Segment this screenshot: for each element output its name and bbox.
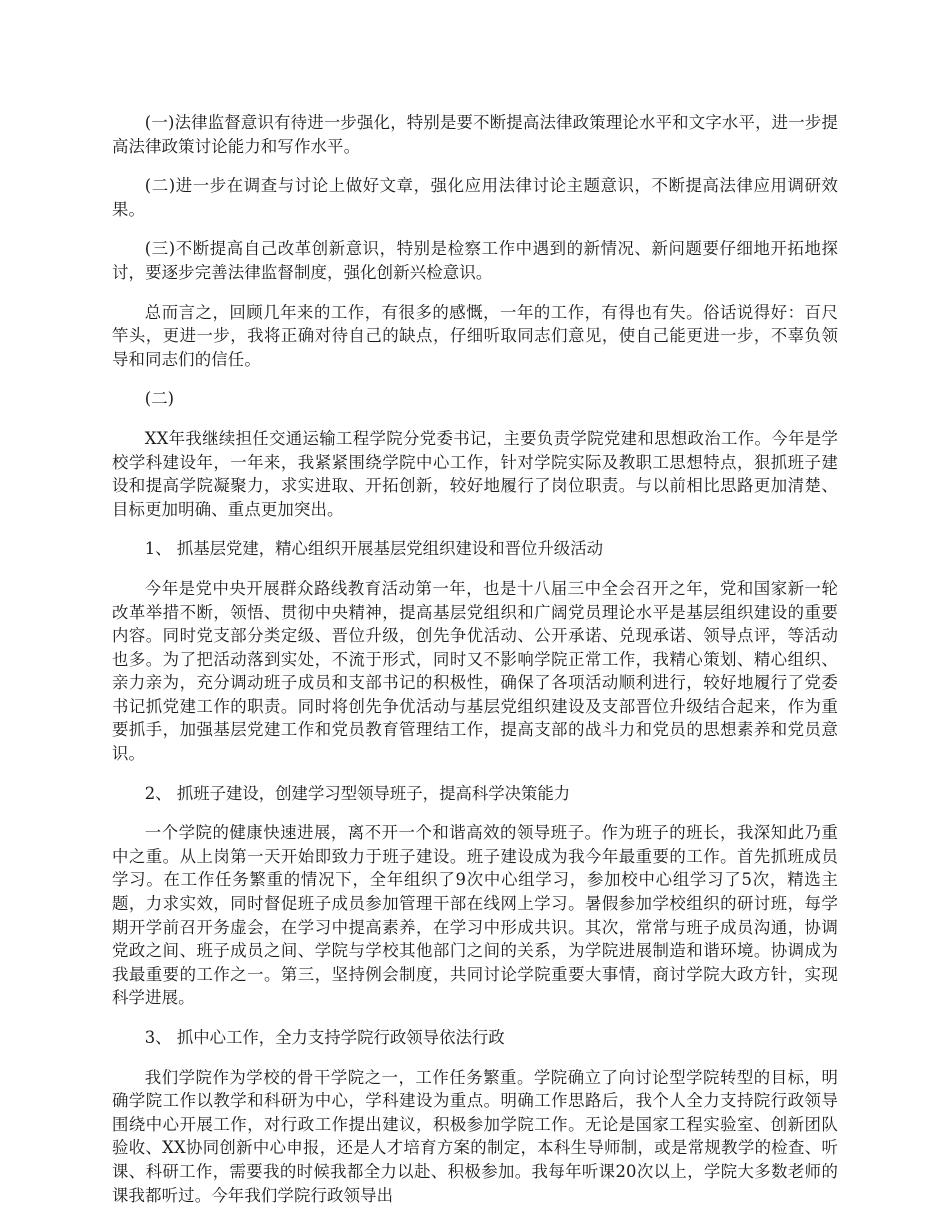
paragraph-leadership-team: 一个学院的健康快速进展，离不开一个和谐高效的领导班子。作为班子的班长，我深知此乃重中之重。从上岗第一天开始即致力于班子建设。班子建设成为我今年最重要的工作。首先抓班成员学习。在工作任务繁重的情况下，全年组织了9次中心组学习，参加校中心组学习了5次，精选主题，力求实效，同时督促班子成员参加管理干部在线网上学习。暑假参加学校组织的研讨班，每学期开学前召开务虚会，在学习中提高素养，在学习中形成共识。其次，常常与班子成员沟通，协调党政之间、班子成员之间、学院与学校其他部门之间的关系，为学院进展制造和谐环境。协调成为我最重要的工作之一。第三，坚持例会制度，共同讨论学院重要大事情，商讨学院大政方针，实现科学进展。	[112, 823, 838, 1008]
section-number: (二)	[144, 389, 174, 409]
document-page	[112, 111, 838, 1223]
paragraph-summary: 总而言之，回顾几年来的工作，有很多的感慨，一年的工作，有得也有失。俗话说得好：百尺竿头，更进一步，我将正确对待自己的缺点，仔细听取同志们意见，使自己能更进一步，不辜负领导和同志们的信任。	[112, 302, 838, 369]
paragraph-innovation-awareness: (三)不断提高自己改革创新意识，特别是检察工作中遇到的新情况、新问题要仔细地开拓地探讨，要逐步完善法律监督制度，强化创新兴检意识。	[112, 239, 838, 282]
paragraph-research-application: (二)进一步在调查与讨论上做好文章，强化应用法律讨论主题意识，不断提高法律应用调研效果。	[112, 176, 838, 219]
heading-leadership-team: 2、 抓班子建设，创建学习型领导班子，提高科学决策能力	[144, 783, 571, 803]
paragraph-intro: XX年我继续担任交通运输工程学院分党委书记，主要负责学院党建和思想政治工作。今年是学校学科建设年，一年来，我紧紧围绕学院中心工作，针对学院实际及教职工思想特点，狠抓班子建设和提高学院凝聚力，求实进取、开拓创新，较好地履行了岗位职责。与以前相比思路更加清楚、目标更加明确、重点更加突出。	[112, 428, 838, 519]
paragraph-party-building: 今年是党中央开展群众路线教育活动第一年，也是十八届三中全会召开之年，党和国家新一轮改革举措不断，领悟、贯彻中央精神，提高基层党组织和广阔党员理论水平是基层组织建设的重要内容。同时党支部分类定级、晋位升级，创先争优活动、公开承诺、兑现承诺、领导点评，等活动也多。为了把活动落到实处，不流于形式，同时又不影响学院正常工作，我精心策划、精心组织、亲力亲为，充分调动班子成员和支部书记的积极性，确保了各项活动顺利进行，较好地履行了党委书记抓党建工作的职责。同时将创先争优活动与基层党组织建设及支部晋位升级结合起来，作为重要抓手，加强基层党建工作和党员教育管理结工作，提高支部的战斗力和党员的思想素养和党员意识。	[112, 578, 838, 764]
heading-party-building: 1、 抓基层党建，精心组织开展基层党组织建设和晋位升级活动	[144, 539, 603, 559]
paragraph-improve-legal-supervision: (一)法律监督意识有待进一步强化，特别是要不断提高法律政策理论水平和文字水平，进一步提高法律政策讨论能力和写作水平。	[112, 113, 838, 156]
heading-central-work: 3、 抓中心工作，全力支持学院行政领导依法行政	[144, 1028, 505, 1047]
paragraph-central-work: 我们学院作为学校的骨干学院之一，工作任务繁重。学院确立了向讨论型学院转型的目标，明确学院工作以教学和科研为中心，学科建设为重点。明确工作思路后，我个人全力支持院行政领导围绕中心开展工作，对行政工作提出建议，积极参加学院工作。无论是国家工程实验室、创新团队验收、XX协同创新中心申报，还是人才培育方案的制定，本科生导师制，或是常规教学的检查、听课、科研工作，需要我的时候我都全力以赴、积极参加。我每年听课20次以上，学院大多数老师的课我都听过。今年我们学院行政领导出	[112, 1067, 838, 1205]
